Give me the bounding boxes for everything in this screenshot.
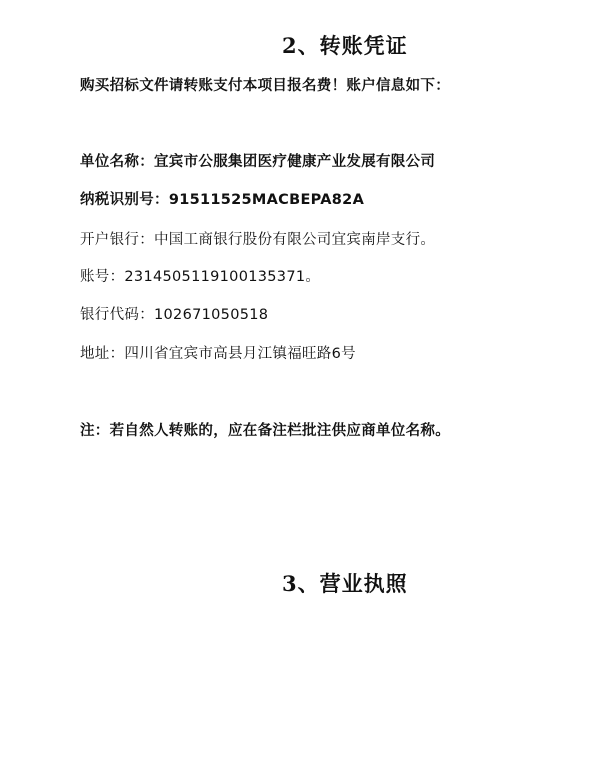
bank-row bbox=[80, 228, 435, 249]
address-row bbox=[80, 342, 356, 363]
bank-code-value: 102671050518 bbox=[154, 307, 269, 323]
section-title-business-license: 3、营业执照 bbox=[282, 571, 408, 596]
account-number-value: 2314505119100135371。 bbox=[124, 269, 321, 285]
note-text: 若自然人转账的，应在备注栏批注供应商单位名称。 bbox=[109, 423, 451, 439]
tax-id-value: 91511525MACBEPA82A bbox=[168, 192, 365, 208]
address-label: 地址： bbox=[80, 346, 125, 362]
bank-value: 中国工商银行股份有限公司宜宾南岸支行。 bbox=[154, 232, 436, 248]
section-title-transfer-voucher: 2、转账凭证 bbox=[282, 33, 408, 58]
bank-code-label: 银行代码： bbox=[80, 307, 154, 323]
account-number-row bbox=[80, 265, 320, 286]
tax-id-label: 纳税识别号： bbox=[80, 192, 169, 208]
unit-name-value: 宜宾市公服集团医疗健康产业发展有限公司 bbox=[154, 154, 436, 170]
account-number-label: 账号： bbox=[80, 269, 125, 285]
unit-name-row bbox=[80, 150, 435, 171]
unit-name-label: 单位名称： bbox=[80, 154, 154, 170]
tax-id-row bbox=[80, 188, 364, 209]
intro-text: 购买招标文件请转账支付本项目报名费！账户信息如下： bbox=[80, 78, 450, 94]
note-label: 注： bbox=[80, 423, 110, 439]
note-row bbox=[80, 419, 450, 440]
bank-code-row bbox=[80, 303, 268, 324]
address-value: 四川省宜宾市高县月江镇福旺路6号 bbox=[124, 346, 356, 362]
bank-label: 开户银行： bbox=[80, 232, 154, 248]
